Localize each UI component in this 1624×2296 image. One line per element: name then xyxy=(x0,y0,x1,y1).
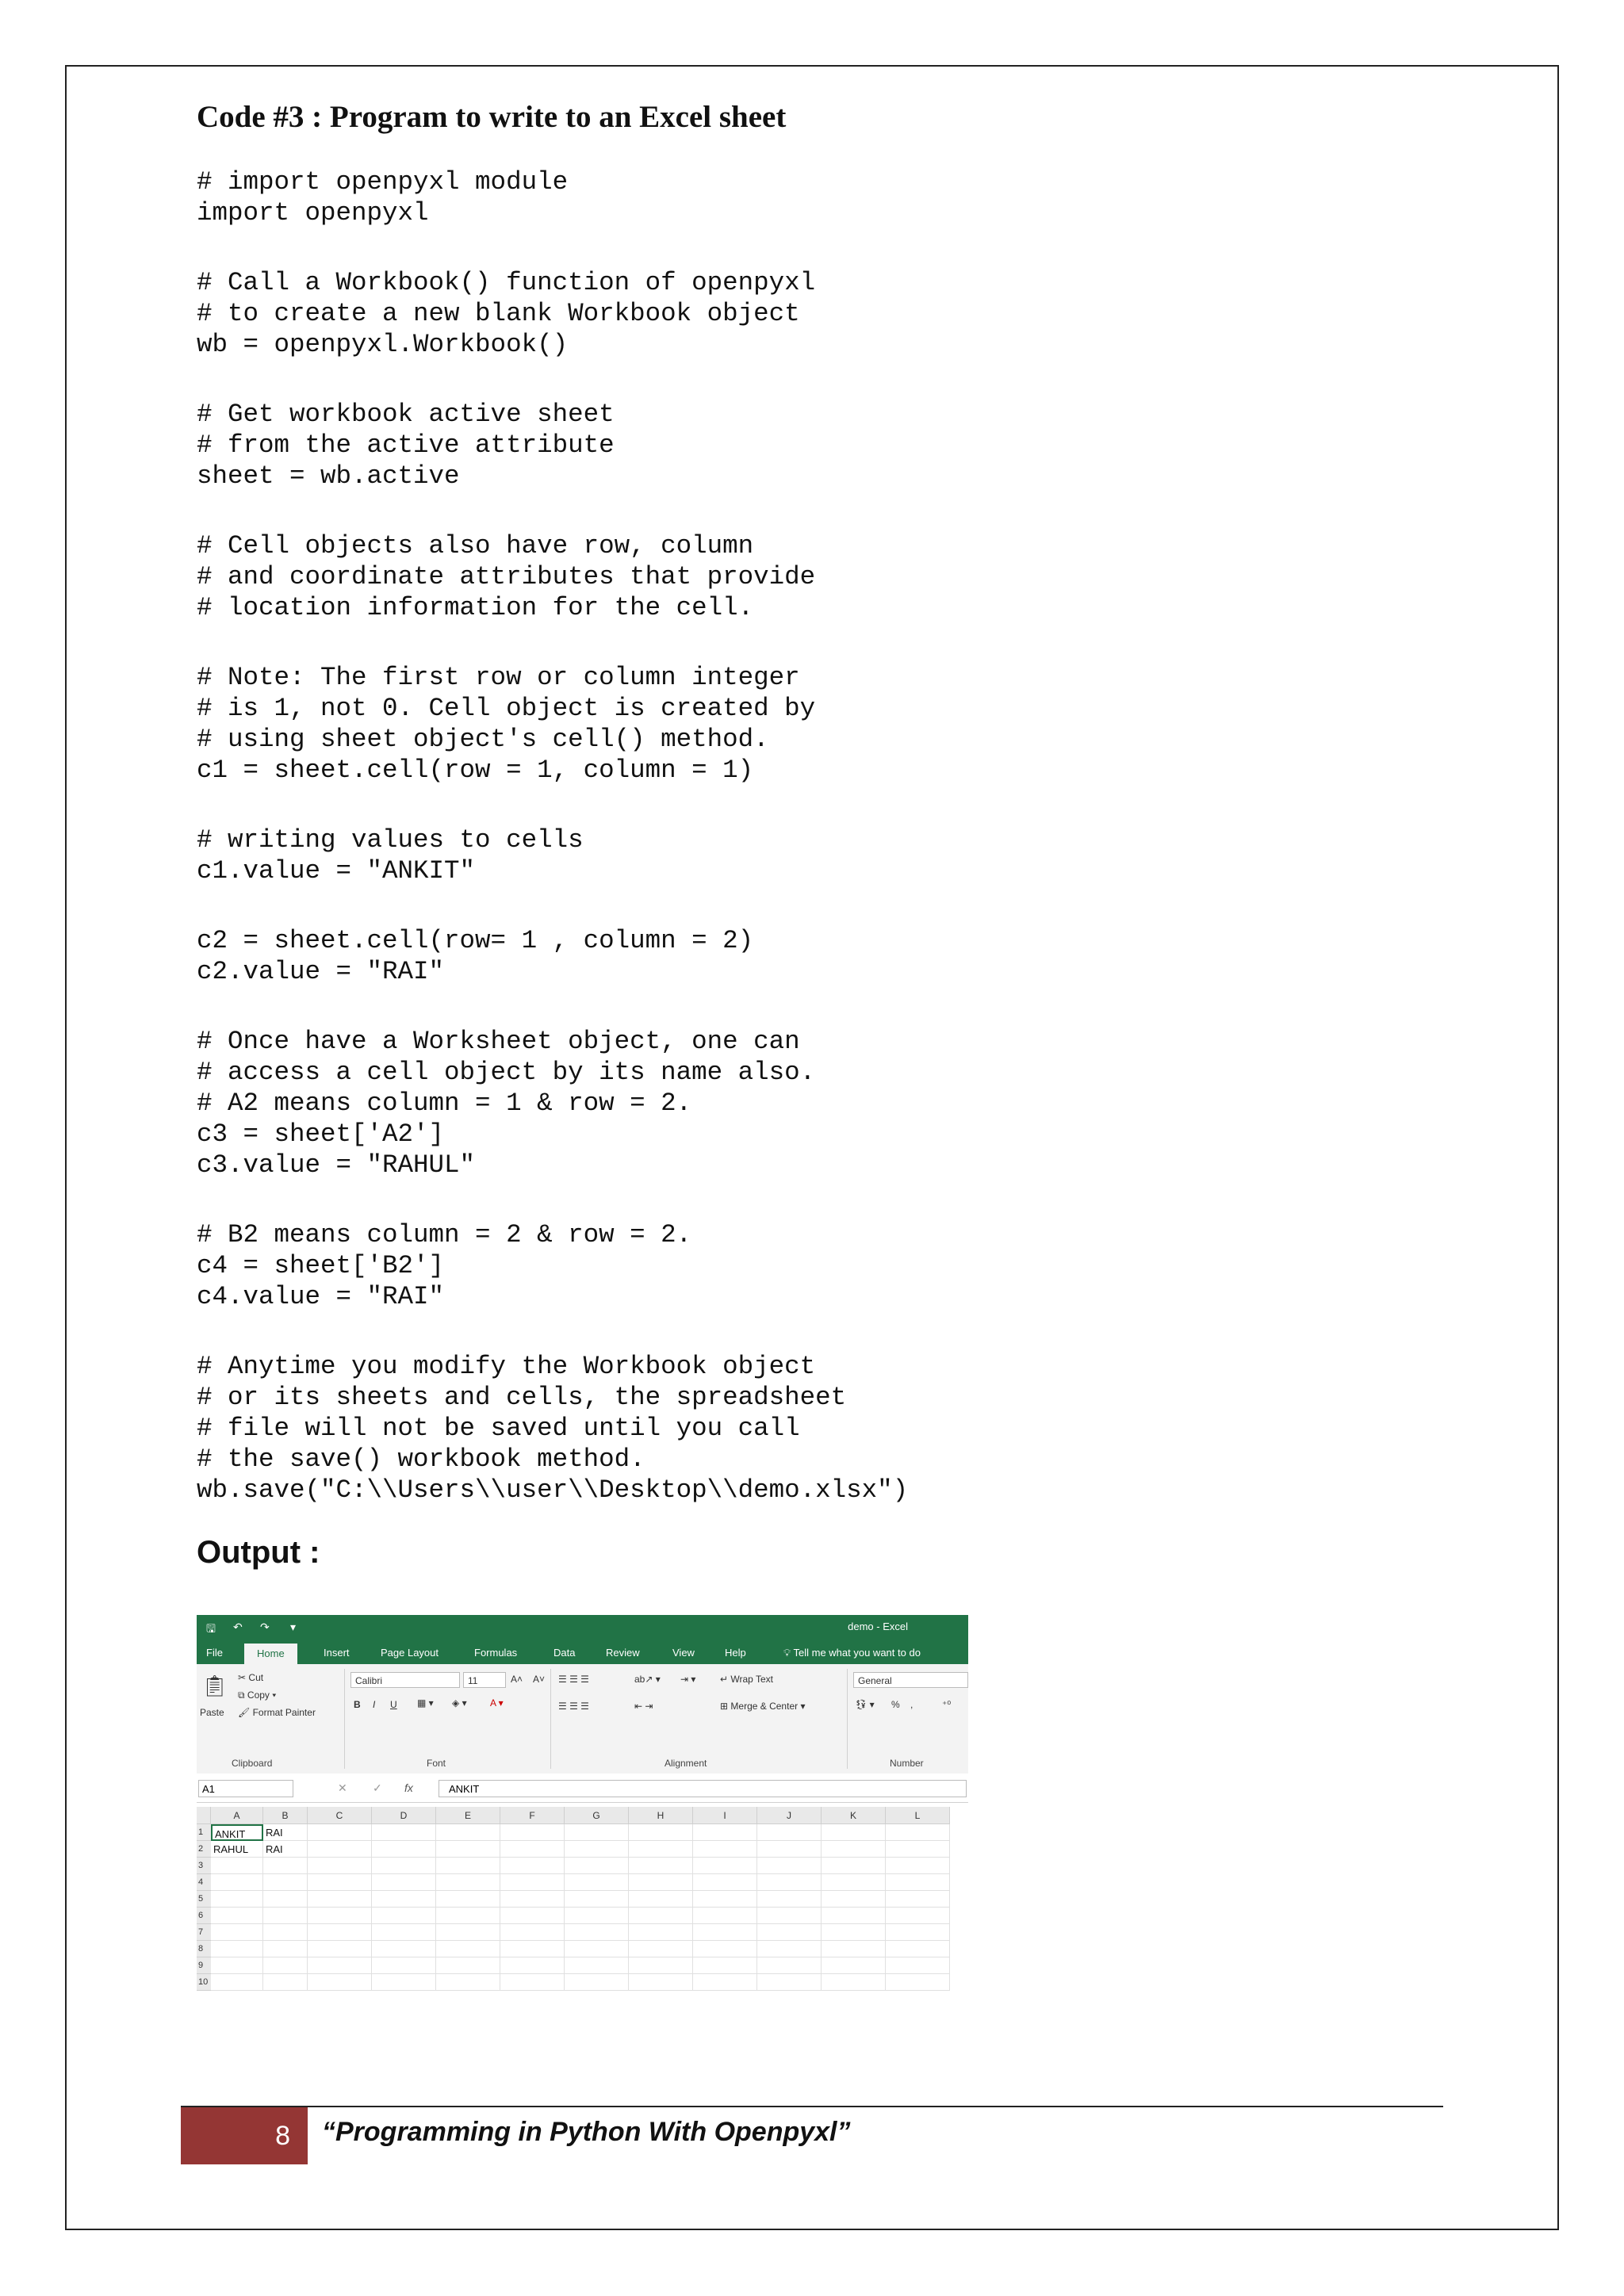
copy-button[interactable]: ⧉ Copy ▾ xyxy=(238,1689,277,1701)
grow-font-icon[interactable]: A˄ xyxy=(511,1674,523,1685)
cell[interactable] xyxy=(822,1974,886,1991)
cell[interactable] xyxy=(693,1858,757,1874)
footer-title: “Programming in Python With Openpyxl” xyxy=(322,2117,851,2147)
cell[interactable] xyxy=(500,1941,565,1957)
cell[interactable] xyxy=(372,1891,436,1908)
borders-icon[interactable]: ▦ ▾ xyxy=(417,1697,434,1709)
cell[interactable] xyxy=(500,1824,565,1841)
column-header[interactable]: E xyxy=(436,1807,500,1824)
indent-icon[interactable]: ⇥ ▾ xyxy=(680,1674,696,1685)
paste-button[interactable]: Paste xyxy=(200,1707,224,1718)
merge-center-label: Merge & Center xyxy=(730,1701,799,1712)
code-line: # is 1, not 0. Cell object is created by xyxy=(197,694,816,723)
column-header[interactable]: I xyxy=(693,1807,757,1824)
left-align-icon[interactable]: ☰ ☰ ☰ xyxy=(558,1701,589,1712)
cell[interactable] xyxy=(822,1824,886,1841)
wrap-text-icon: ↵ xyxy=(720,1674,729,1685)
cell[interactable] xyxy=(757,1824,822,1841)
formula-input[interactable]: ANKIT xyxy=(439,1780,967,1797)
cell[interactable] xyxy=(500,1974,565,1991)
column-header[interactable]: D xyxy=(372,1807,436,1824)
cell[interactable] xyxy=(436,1841,500,1858)
cell[interactable] xyxy=(822,1924,886,1941)
cell[interactable] xyxy=(436,1941,500,1957)
cell[interactable] xyxy=(693,1874,757,1891)
cell[interactable] xyxy=(308,1957,372,1974)
cell[interactable] xyxy=(565,1974,629,1991)
code-line: c2.value = "RAI" xyxy=(197,957,445,986)
ribbon-separator xyxy=(847,1669,848,1769)
cell[interactable] xyxy=(211,1891,263,1908)
code-line: c1.value = "ANKIT" xyxy=(197,856,476,886)
tab-help[interactable]: Help xyxy=(725,1647,746,1659)
ribbon-separator xyxy=(550,1669,551,1769)
cell[interactable] xyxy=(372,1858,436,1874)
cell[interactable] xyxy=(757,1908,822,1924)
cell[interactable] xyxy=(822,1891,886,1908)
cell[interactable] xyxy=(211,1858,263,1874)
row-header[interactable]: 1 xyxy=(197,1824,211,1841)
cell[interactable] xyxy=(886,1957,950,1974)
code-block xyxy=(197,399,1465,492)
output-heading: Output : xyxy=(197,1535,320,1570)
cell[interactable] xyxy=(500,1858,565,1874)
cell[interactable] xyxy=(886,1858,950,1874)
excel-title-bar xyxy=(197,1615,968,1640)
cell[interactable] xyxy=(500,1908,565,1924)
code-line: # Once have a Worksheet object, one can xyxy=(197,1027,800,1056)
column-header[interactable]: F xyxy=(500,1807,565,1824)
italic-button[interactable]: I xyxy=(373,1699,376,1710)
cell[interactable] xyxy=(629,1841,693,1858)
number-group-label: Number xyxy=(890,1758,924,1769)
code-block xyxy=(197,1026,1465,1181)
undo-icon[interactable]: ↶ xyxy=(233,1621,243,1633)
cancel-icon[interactable]: ✕ xyxy=(338,1781,347,1794)
tab-review[interactable]: Review xyxy=(606,1647,640,1659)
clipboard-group-label: Clipboard xyxy=(232,1758,273,1769)
select-all-corner[interactable] xyxy=(197,1807,211,1824)
customize-toolbar-icon[interactable]: ▾ xyxy=(290,1621,297,1633)
tab-home[interactable]: Home xyxy=(244,1644,297,1664)
tell-me-label: Tell me what you want to do xyxy=(793,1647,921,1659)
increase-decimal-icon[interactable]: ⁺⁰ xyxy=(942,1699,952,1710)
cell[interactable] xyxy=(822,1957,886,1974)
cell[interactable] xyxy=(211,1957,263,1974)
cell[interactable] xyxy=(308,1974,372,1991)
cell[interactable] xyxy=(565,1841,629,1858)
cell[interactable] xyxy=(822,1908,886,1924)
cell[interactable] xyxy=(436,1858,500,1874)
tab-page-layout[interactable]: Page Layout xyxy=(381,1647,439,1659)
cell[interactable] xyxy=(629,1957,693,1974)
cell[interactable] xyxy=(693,1841,757,1858)
cell[interactable] xyxy=(263,1974,308,1991)
cell[interactable] xyxy=(565,1908,629,1924)
cell[interactable] xyxy=(757,1858,822,1874)
cell[interactable] xyxy=(693,1924,757,1941)
cell[interactable] xyxy=(500,1874,565,1891)
cell[interactable] xyxy=(822,1874,886,1891)
code-line: # using sheet object's cell() method. xyxy=(197,725,769,754)
cell[interactable] xyxy=(886,1974,950,1991)
code-block xyxy=(197,825,1465,886)
cut-button[interactable] xyxy=(238,1672,263,1683)
font-color-icon[interactable]: A ▾ xyxy=(490,1697,504,1709)
cell[interactable] xyxy=(886,1941,950,1957)
code-line: # B2 means column = 2 & row = 2. xyxy=(197,1220,692,1249)
tab-insert[interactable]: Insert xyxy=(324,1647,350,1659)
cell[interactable] xyxy=(565,1924,629,1941)
code-block xyxy=(197,1351,1465,1506)
code-line: # Call a Workbook() function of openpyxl xyxy=(197,268,816,297)
cell[interactable] xyxy=(308,1891,372,1908)
column-header[interactable]: K xyxy=(822,1807,886,1824)
cell[interactable]: RAHUL xyxy=(211,1841,263,1858)
cell[interactable] xyxy=(308,1908,372,1924)
code-listing xyxy=(197,166,1465,1506)
cell[interactable] xyxy=(629,1874,693,1891)
cell[interactable] xyxy=(822,1941,886,1957)
name-box[interactable]: A1 xyxy=(198,1780,293,1797)
home-ribbon xyxy=(197,1664,968,1774)
shrink-font-icon[interactable]: A˅ xyxy=(533,1674,546,1685)
percent-button[interactable]: % xyxy=(891,1699,900,1710)
row-header[interactable]: 2 xyxy=(197,1841,211,1858)
copy-icon: ⧉ xyxy=(238,1689,245,1701)
code-block xyxy=(197,925,1465,987)
lightbulb-icon: 💡︎ xyxy=(783,1647,791,1659)
row-header[interactable]: 9 xyxy=(197,1957,211,1974)
cell[interactable] xyxy=(436,1891,500,1908)
cell[interactable] xyxy=(565,1941,629,1957)
paste-icon[interactable]: 📋︎ xyxy=(201,1674,228,1697)
code-line: # the save() workbook method. xyxy=(197,1445,645,1474)
code-line: # to create a new blank Workbook object xyxy=(197,299,800,328)
function-icon[interactable]: fx xyxy=(404,1781,413,1794)
cell[interactable] xyxy=(886,1841,950,1858)
cell[interactable] xyxy=(436,1908,500,1924)
cell[interactable] xyxy=(629,1908,693,1924)
cell[interactable] xyxy=(629,1824,693,1841)
cell[interactable] xyxy=(886,1891,950,1908)
cell[interactable] xyxy=(263,1858,308,1874)
code-line: c4 = sheet['B2'] xyxy=(197,1251,445,1280)
merge-center-button[interactable]: ⊞ Merge & Center ▾ xyxy=(720,1701,806,1712)
cell[interactable] xyxy=(436,1974,500,1991)
code-line: # Get workbook active sheet xyxy=(197,400,615,429)
code-line: # A2 means column = 1 & row = 2. xyxy=(197,1089,692,1118)
decrease-indent-icon[interactable]: ⇤ ⇥ xyxy=(634,1701,653,1712)
cell[interactable] xyxy=(308,1841,372,1858)
cell[interactable] xyxy=(757,1891,822,1908)
scissors-icon: ✂ xyxy=(238,1672,247,1683)
code-line: # file will not be saved until you call xyxy=(197,1414,800,1443)
cell[interactable] xyxy=(886,1908,950,1924)
cell[interactable]: RAI xyxy=(263,1824,308,1841)
bold-button[interactable]: B xyxy=(354,1699,361,1710)
code-line: # writing values to cells xyxy=(197,825,584,855)
cell[interactable] xyxy=(308,1874,372,1891)
font-group-label: Font xyxy=(427,1758,446,1769)
code-block xyxy=(197,530,1465,623)
cell[interactable] xyxy=(263,1941,308,1957)
code-block xyxy=(197,267,1465,360)
cell[interactable] xyxy=(886,1824,950,1841)
code-line: c3 = sheet['A2'] xyxy=(197,1119,445,1149)
cell[interactable] xyxy=(693,1824,757,1841)
font-name-select[interactable]: Calibri xyxy=(350,1672,460,1688)
cell[interactable] xyxy=(372,1957,436,1974)
cell[interactable] xyxy=(565,1824,629,1841)
code-line: import openpyxl xyxy=(197,198,429,228)
font-size-select[interactable]: 11 xyxy=(463,1672,506,1688)
window-title: demo - Excel xyxy=(848,1621,908,1632)
brush-icon: 🖌︎ xyxy=(238,1707,251,1718)
page-content xyxy=(197,94,1465,1576)
cell[interactable] xyxy=(693,1974,757,1991)
code-line: c4.value = "RAI" xyxy=(197,1282,445,1311)
format-painter-label: Format Painter xyxy=(252,1707,316,1718)
cell[interactable] xyxy=(372,1841,436,1858)
column-header[interactable]: J xyxy=(757,1807,822,1824)
fill-color-icon[interactable]: ◈ ▾ xyxy=(452,1697,467,1709)
cell[interactable] xyxy=(629,1891,693,1908)
cell[interactable] xyxy=(693,1941,757,1957)
number-format-select[interactable]: General xyxy=(853,1672,968,1688)
underline-button[interactable]: U xyxy=(390,1699,397,1710)
code-block xyxy=(197,662,1465,786)
cell[interactable] xyxy=(211,1941,263,1957)
cell[interactable] xyxy=(308,1824,372,1841)
cell[interactable] xyxy=(263,1957,308,1974)
format-painter-button[interactable] xyxy=(238,1707,316,1718)
column-header[interactable]: H xyxy=(629,1807,693,1824)
cell[interactable] xyxy=(629,1924,693,1941)
cell[interactable]: RAI xyxy=(263,1841,308,1858)
code-line: # location information for the cell. xyxy=(197,593,754,622)
spreadsheet-grid xyxy=(197,1807,968,1987)
column-header[interactable]: A xyxy=(211,1807,263,1824)
code-line: # or its sheets and cells, the spreadsheet xyxy=(197,1383,847,1412)
row-header[interactable]: 6 xyxy=(197,1908,211,1924)
column-header[interactable]: L xyxy=(886,1807,950,1824)
cell[interactable] xyxy=(263,1891,308,1908)
cell[interactable] xyxy=(372,1974,436,1991)
cell[interactable] xyxy=(436,1957,500,1974)
page-title: Code #3 : Program to write to an Excel sheet xyxy=(197,100,787,134)
row-header[interactable]: 8 xyxy=(197,1941,211,1957)
tell-me-search[interactable] xyxy=(783,1647,921,1659)
cell[interactable] xyxy=(211,1908,263,1924)
column-header[interactable]: B xyxy=(263,1807,308,1824)
cell[interactable] xyxy=(500,1841,565,1858)
cell[interactable] xyxy=(693,1957,757,1974)
cell[interactable] xyxy=(372,1908,436,1924)
row-header[interactable]: 7 xyxy=(197,1924,211,1941)
code-line: sheet = wb.active xyxy=(197,461,460,491)
cell[interactable] xyxy=(565,1891,629,1908)
save-icon[interactable]: 🖫 xyxy=(206,1622,216,1635)
cell[interactable] xyxy=(372,1874,436,1891)
cell[interactable] xyxy=(757,1841,822,1858)
code-line: # Anytime you modify the Workbook object xyxy=(197,1352,816,1381)
code-line: # import openpyxl module xyxy=(197,167,569,197)
cell[interactable] xyxy=(372,1941,436,1957)
column-header[interactable]: C xyxy=(308,1807,372,1824)
cell[interactable] xyxy=(308,1858,372,1874)
excel-screenshot xyxy=(197,1615,968,1987)
cell[interactable] xyxy=(629,1858,693,1874)
code-block xyxy=(197,166,1465,228)
row-header[interactable]: 4 xyxy=(197,1874,211,1891)
code-line: # Note: The first row or column integer xyxy=(197,663,800,692)
cell[interactable] xyxy=(757,1957,822,1974)
cell[interactable] xyxy=(263,1908,308,1924)
cell[interactable] xyxy=(565,1957,629,1974)
cut-label: Cut xyxy=(248,1672,264,1683)
code-line: c2 = sheet.cell(row= 1 , column = 2) xyxy=(197,926,754,955)
tab-data[interactable]: Data xyxy=(553,1647,576,1659)
cell[interactable] xyxy=(263,1924,308,1941)
cell[interactable] xyxy=(500,1924,565,1941)
cell[interactable] xyxy=(436,1924,500,1941)
cell[interactable] xyxy=(886,1874,950,1891)
merge-icon: ⊞ xyxy=(720,1701,729,1712)
cell[interactable] xyxy=(757,1974,822,1991)
cell[interactable] xyxy=(757,1874,822,1891)
cell[interactable] xyxy=(629,1941,693,1957)
alignment-group-label: Alignment xyxy=(665,1758,707,1769)
cell[interactable] xyxy=(500,1957,565,1974)
footer-rule xyxy=(181,2106,1443,2107)
cell[interactable] xyxy=(263,1874,308,1891)
column-header[interactable]: G xyxy=(565,1807,629,1824)
code-line: c1 = sheet.cell(row = 1, column = 1) xyxy=(197,756,754,785)
cell[interactable] xyxy=(822,1858,886,1874)
copy-label: Copy xyxy=(247,1689,270,1701)
cell[interactable] xyxy=(693,1891,757,1908)
page-number: 8 xyxy=(181,2107,308,2164)
code-line: # access a cell object by its name also. xyxy=(197,1058,816,1087)
cell[interactable]: ANKIT xyxy=(211,1824,263,1841)
cell[interactable] xyxy=(308,1941,372,1957)
tab-formulas[interactable]: Formulas xyxy=(474,1647,518,1659)
cell[interactable] xyxy=(211,1974,263,1991)
tab-file[interactable]: File xyxy=(206,1647,223,1659)
cell[interactable] xyxy=(211,1874,263,1891)
cell[interactable] xyxy=(211,1924,263,1941)
comma-icon[interactable]: , xyxy=(910,1699,914,1710)
cell[interactable] xyxy=(565,1858,629,1874)
cell[interactable] xyxy=(308,1924,372,1941)
code-line: # Cell objects also have row, column xyxy=(197,531,754,561)
cell[interactable] xyxy=(629,1974,693,1991)
code-line: wb.save("C:\\Users\\user\\Desktop\\demo.xlsx") xyxy=(197,1475,909,1505)
tab-view[interactable]: View xyxy=(672,1647,695,1659)
currency-icon[interactable]: 💱︎ ▾ xyxy=(855,1699,875,1710)
wrap-text-button[interactable] xyxy=(720,1674,773,1685)
orientation-icon[interactable]: ab↗ ▾ xyxy=(634,1674,661,1685)
ribbon-tabs xyxy=(197,1640,968,1664)
cell[interactable] xyxy=(436,1824,500,1841)
cell[interactable] xyxy=(693,1908,757,1924)
code-block xyxy=(197,1219,1465,1312)
redo-icon[interactable]: ↷ xyxy=(260,1621,270,1633)
row-header[interactable]: 3 xyxy=(197,1858,211,1874)
ribbon-separator xyxy=(344,1669,345,1769)
code-line: # and coordinate attributes that provide xyxy=(197,562,816,591)
cell[interactable] xyxy=(372,1824,436,1841)
cell[interactable] xyxy=(372,1924,436,1941)
formula-bar xyxy=(197,1774,968,1803)
cell[interactable] xyxy=(822,1841,886,1858)
cell[interactable] xyxy=(436,1874,500,1891)
cell[interactable] xyxy=(886,1924,950,1941)
row-header[interactable]: 10 xyxy=(197,1974,211,1991)
row-header[interactable]: 5 xyxy=(197,1891,211,1908)
cell[interactable] xyxy=(500,1891,565,1908)
code-line: # from the active attribute xyxy=(197,430,615,460)
wrap-text-label: Wrap Text xyxy=(730,1674,773,1685)
cell[interactable] xyxy=(757,1924,822,1941)
cell[interactable] xyxy=(565,1874,629,1891)
cell[interactable] xyxy=(757,1941,822,1957)
code-line: c3.value = "RAHUL" xyxy=(197,1150,476,1180)
code-line: wb = openpyxl.Workbook() xyxy=(197,330,569,359)
top-align-icon[interactable]: ☰ ☰ ☰ xyxy=(558,1674,589,1685)
enter-icon[interactable]: ✓ xyxy=(373,1781,382,1794)
